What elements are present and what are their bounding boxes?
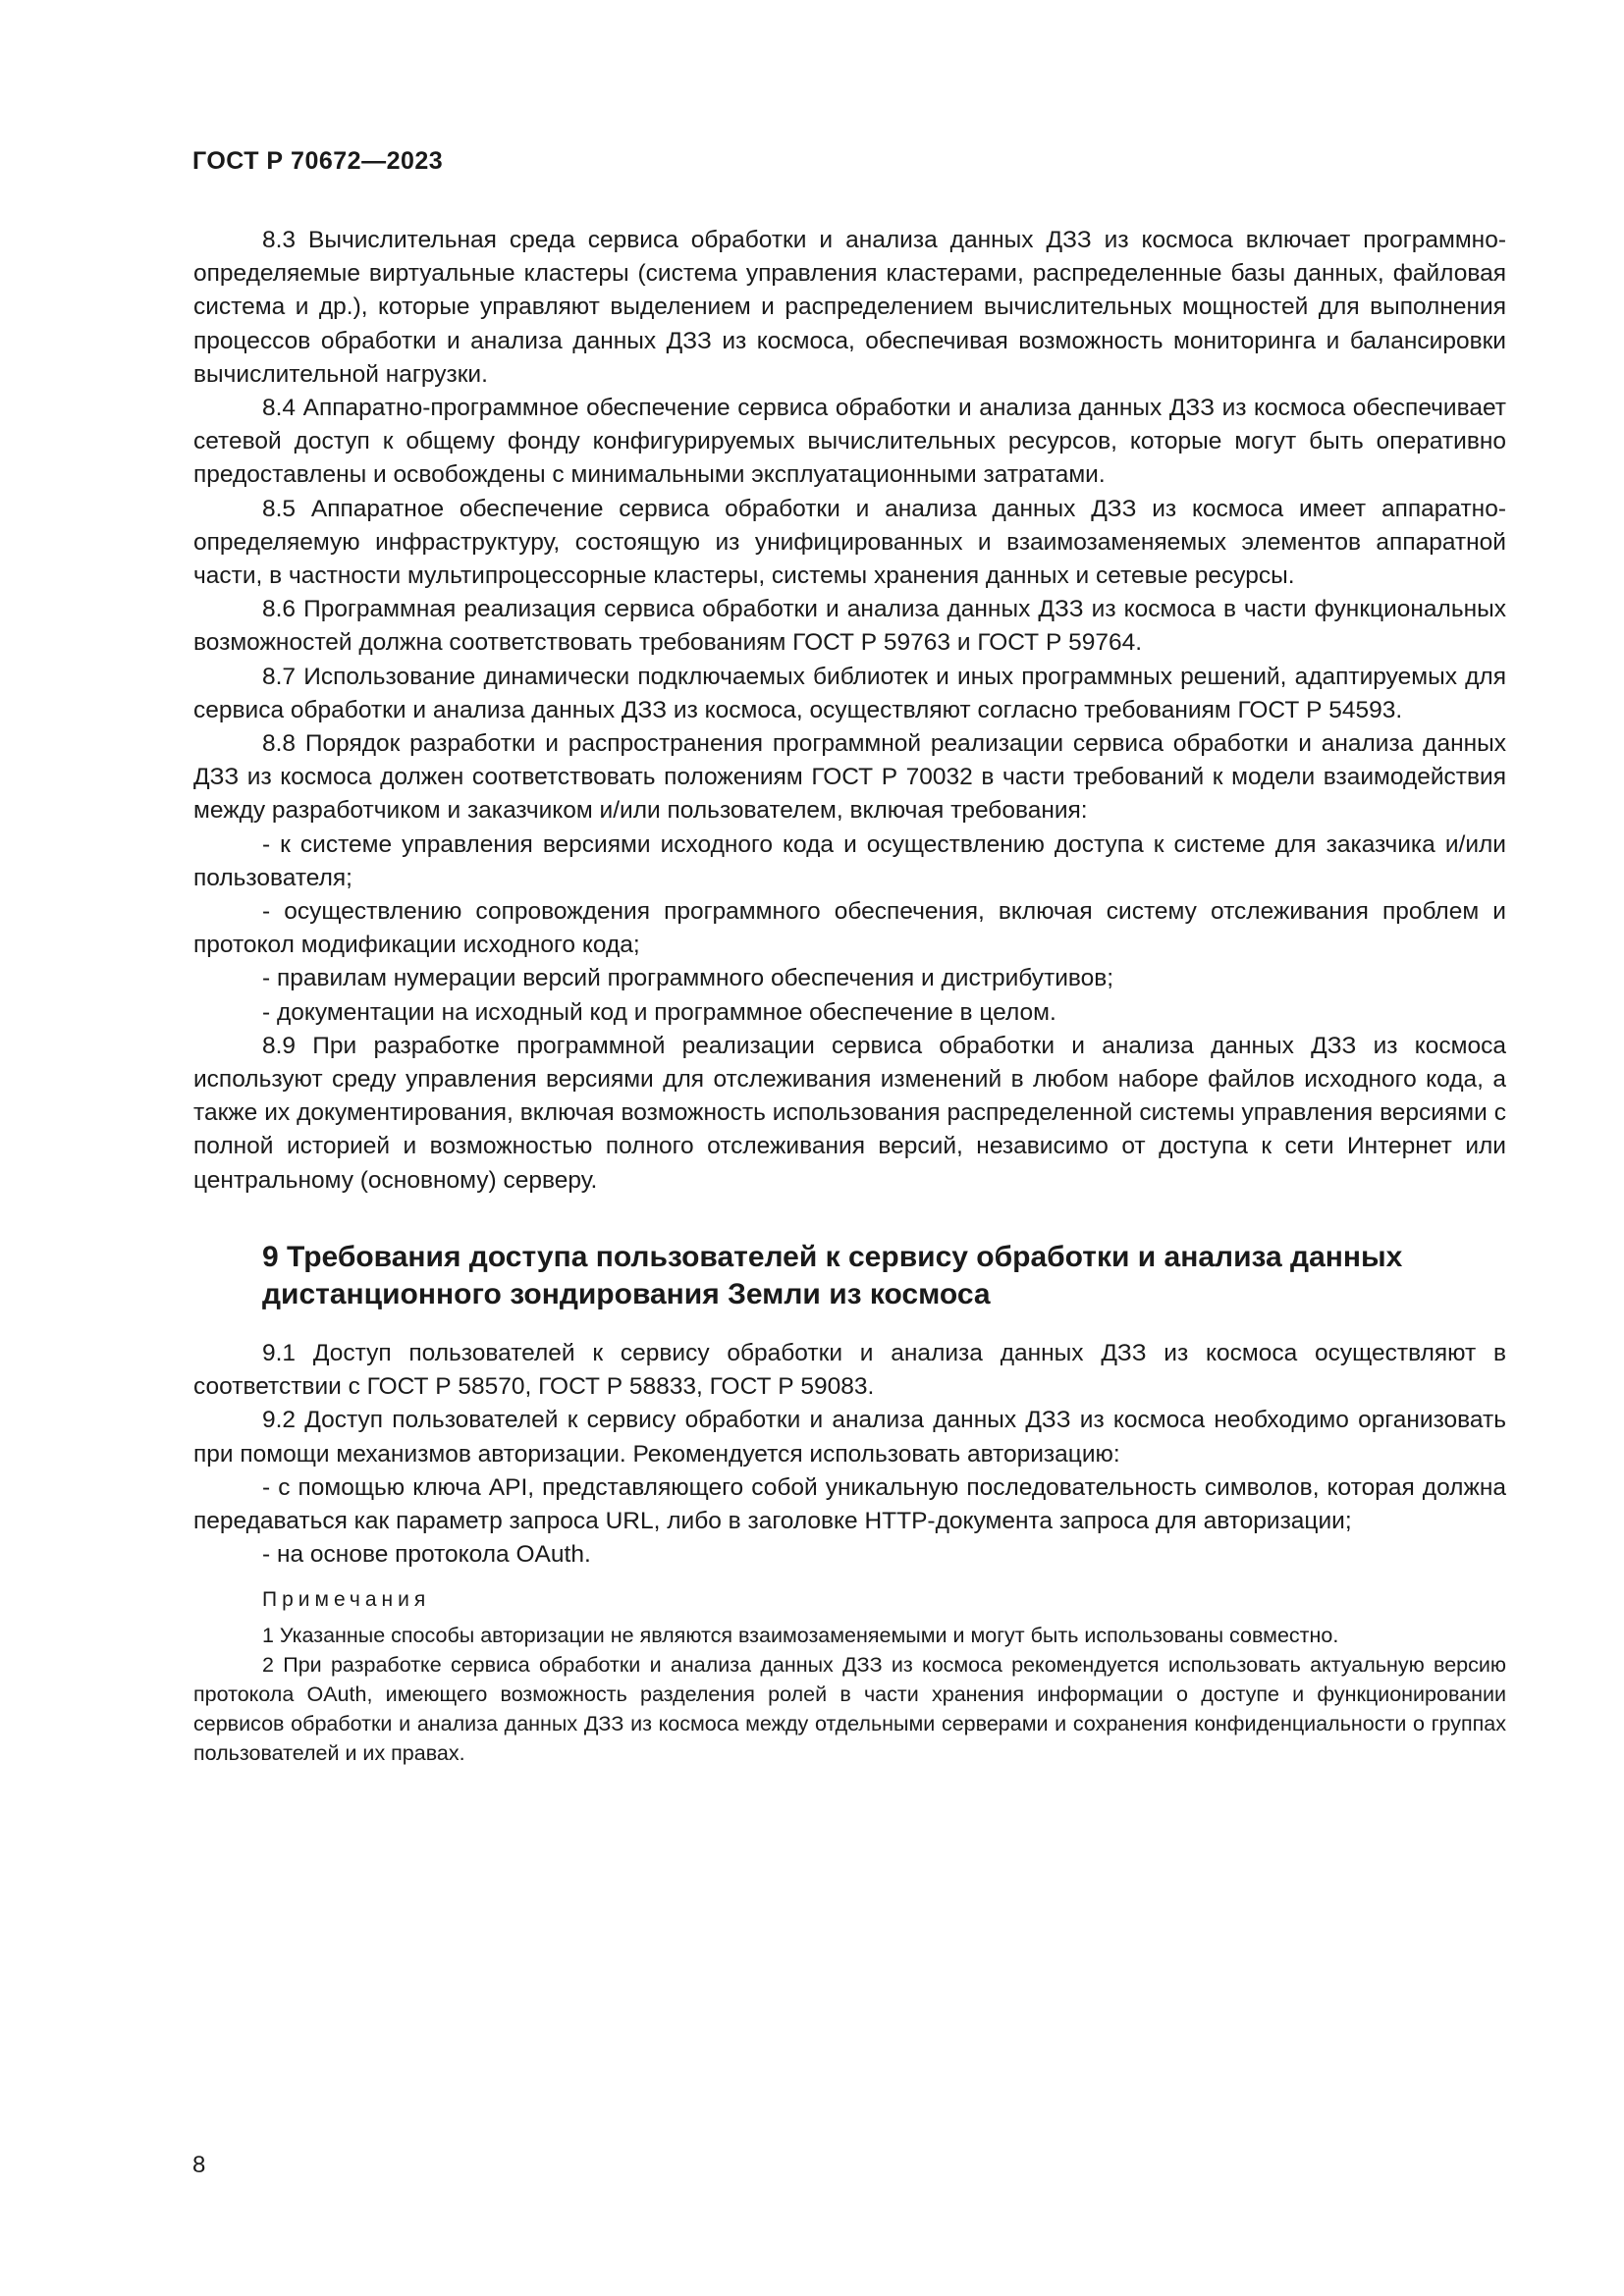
list-item-8-8-1: - к системе управления версиями исходного кода и осуществлению доступа к системе для заказчика и/или пользователя; xyxy=(193,830,1506,891)
paragraph-8-9: 8.9 При разработке программной реализации сервиса обработки и анализа данных ДЗЗ из космоса используют среду управления версиями для отслеживания изменений в любом наборе файлов исходного кода, а также их документирования, включая возможность использования распределенной системы управления версиями с полной историей и возможностью полного отслеживания версий, независимо от доступа к сети Интернет или центральному (основному) серверу. xyxy=(193,1032,1506,1194)
section-9-heading: 9 Требования доступа пользователей к сервису обработки и анализа данных дистанционного зондирования Земли из космоса xyxy=(262,1240,1403,1310)
paragraph-9-1: 9.1 Доступ пользователей к сервису обработки и анализа данных ДЗЗ из космоса осуществляют в соответствии с ГОСТ Р 58570, ГОСТ Р 58833, ГОСТ Р 59083. xyxy=(193,1339,1506,1401)
note-1: 1 Указанные способы авторизации не являются взаимозаменяемыми и могут быть использованы совместно. xyxy=(262,1624,1339,1648)
paragraph-8-3: 8.3 Вычислительная среда сервиса обработки и анализа данных ДЗЗ из космоса включает программно-определяемые виртуальные кластеры (система управления кластерами, распределенные базы данных, файловая система и др.), которые управляют выделением и распределением вычислительных мощностей для выполнения процессов обработки и анализа данных ДЗЗ из космоса, обеспечивая возможность мониторинга и балансировки вычислительной нагрузки. xyxy=(193,227,1506,388)
paragraph-8-8: 8.8 Порядок разработки и распространения программной реализации сервиса обработки и анализа данных ДЗЗ из космоса должен соответствовать положениям ГОСТ Р 70032 в части требований к модели взаимодействия между разработчиком и заказчиком и/или пользователем, включая требования: xyxy=(193,730,1506,825)
document-body xyxy=(193,224,1506,1768)
paragraph-8-4: 8.4 Аппаратно-программное обеспечение сервиса обработки и анализа данных ДЗЗ из космоса обеспечивает сетевой доступ к общему фонду конфигурируемых вычислительных ресурсов, которые могут быть оперативно предоставлены и освобождены с минимальными эксплуатационными затратами. xyxy=(193,395,1506,489)
page-number: 8 xyxy=(192,2152,206,2178)
document-id-header: ГОСТ Р 70672—2023 xyxy=(192,147,444,175)
paragraph-8-7: 8.7 Использование динамически подключаемых библиотек и иных программных решений, адаптируемых для сервиса обработки и анализа данных ДЗЗ из космоса, осуществляют согласно требованиям ГОСТ Р 54593. xyxy=(193,663,1506,723)
paragraph-8-5: 8.5 Аппаратное обеспечение сервиса обработки и анализа данных ДЗЗ из космоса имеет аппаратно-определяемую инфраструктуру, состоящую из унифицированных и взаимозаменяемых элементов аппаратной части, в частности мультипроцессорные кластеры, системы хранения данных и сетевые ресурсы. xyxy=(193,495,1506,590)
list-item-9-2-2: - на основе протокола OAuth. xyxy=(262,1541,591,1569)
list-item-8-8-2: - осуществлению сопровождения программного обеспечения, включая систему отслеживания проблем и протокол модификации исходного кода; xyxy=(193,898,1506,959)
list-item-9-2-1: - с помощью ключа API, представляющего собой уникальную последовательность символов, которая должна передаваться как параметр запроса URL, либо в заголовке HTTP-документа запроса для авторизации; xyxy=(193,1473,1506,1534)
list-item-8-8-3: - правилам нумерации версий программного обеспечения и дистрибутивов; xyxy=(262,965,1114,992)
paragraph-8-6: 8.6 Программная реализация сервиса обработки и анализа данных ДЗЗ из космоса в части функциональных возможностей должна соответствовать требованиям ГОСТ Р 59763 и ГОСТ Р 59764. xyxy=(193,596,1506,657)
note-2: 2 При разработке сервиса обработки и анализа данных ДЗЗ из космоса рекомендуется использовать актуальную версию протокола OAuth, имеющего возможность разделения ролей в части хранения информации о доступе и функционировании сервисов обработки и анализа данных ДЗЗ из космоса между отдельными серверами и сохранения конфиденциальности о группах пользователей и их правах. xyxy=(193,1653,1506,1766)
notes-title: Примечания xyxy=(262,1588,431,1612)
list-item-8-8-4: - документации на исходный код и программное обеспечение в целом. xyxy=(262,998,1056,1026)
paragraph-9-2: 9.2 Доступ пользователей к сервису обработки и анализа данных ДЗЗ из космоса необходимо организовать при помощи механизмов авторизации. Рекомендуется использовать авторизацию: xyxy=(193,1407,1506,1468)
